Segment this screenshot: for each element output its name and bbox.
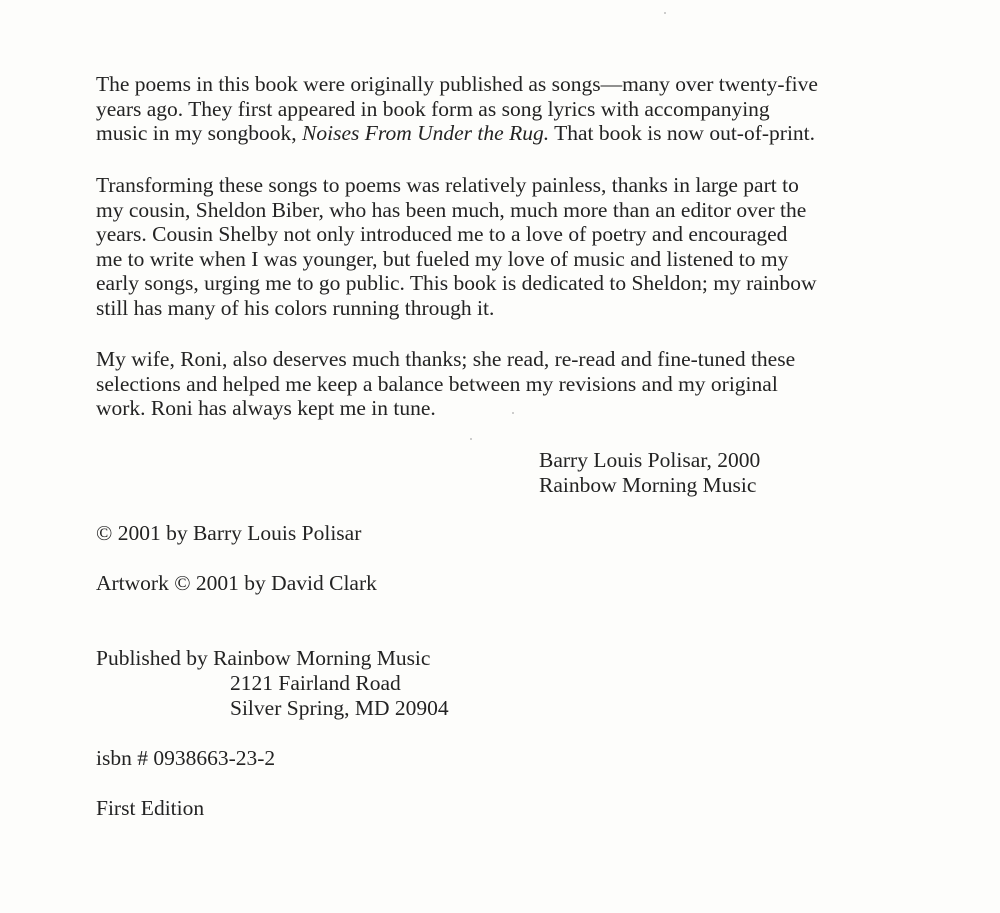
scan-speck — [470, 438, 472, 440]
copyright-notice: © 2001 by Barry Louis Polisar — [96, 521, 362, 545]
publisher-address-line: Silver Spring, MD 20904 — [230, 696, 449, 720]
paragraph-line: me to write when I was younger, but fueled my love of music and listened to my — [96, 246, 789, 271]
artwork-credit: Artwork © 2001 by David Clark — [96, 571, 377, 595]
paragraph-line: years. Cousin Shelby not only introduced me to a love of poetry and encouraged — [96, 222, 788, 247]
publisher-address-line: 2121 Fairland Road — [230, 671, 401, 695]
thanks-paragraph — [96, 347, 936, 421]
isbn-number: isbn # 0938663-23-2 — [96, 746, 276, 770]
paragraph-line: selections and helped me keep a balance between my revisions and my original — [96, 371, 778, 396]
paragraph-line: early songs, urging me to go public. This book is dedicated to Sheldon; my rainbow — [96, 271, 817, 296]
dedication-paragraph — [96, 173, 936, 321]
paragraph-line: still has many of his colors running through it. — [96, 295, 495, 320]
paragraph-line — [96, 121, 936, 146]
signature-block — [539, 448, 760, 498]
paragraph-line: my cousin, Sheldon Biber, who has been much, much more than an editor over the — [96, 197, 807, 222]
edition-label: First Edition — [96, 796, 205, 820]
paragraph-line: work. Roni has always kept me in tune. — [96, 396, 436, 421]
paragraph-line: The poems in this book were originally published as songs—many over twenty-five — [96, 72, 818, 96]
signature-author: Barry Louis Polisar, 2000 — [539, 448, 761, 472]
paragraph-line: Transforming these songs to poems was relatively painless, thanks in large part to — [96, 173, 799, 197]
signature-company: Rainbow Morning Music — [539, 473, 757, 497]
paragraph-line: My wife, Roni, also deserves much thanks; she read, re-read and fine-tuned these — [96, 347, 796, 371]
scan-speck — [512, 412, 514, 414]
text-run: That book is now out-of-print. — [549, 121, 816, 146]
publisher-label: Published by Rainbow Morning Music — [96, 646, 431, 670]
paragraph-line: years ago. They first appeared in book form as song lyrics with accompanying — [96, 96, 770, 121]
intro-paragraph — [96, 72, 936, 146]
scan-speck — [664, 12, 666, 14]
text-run: music in my songbook, — [96, 121, 303, 146]
songbook-title: Noises From Under the Rug. — [302, 121, 550, 146]
